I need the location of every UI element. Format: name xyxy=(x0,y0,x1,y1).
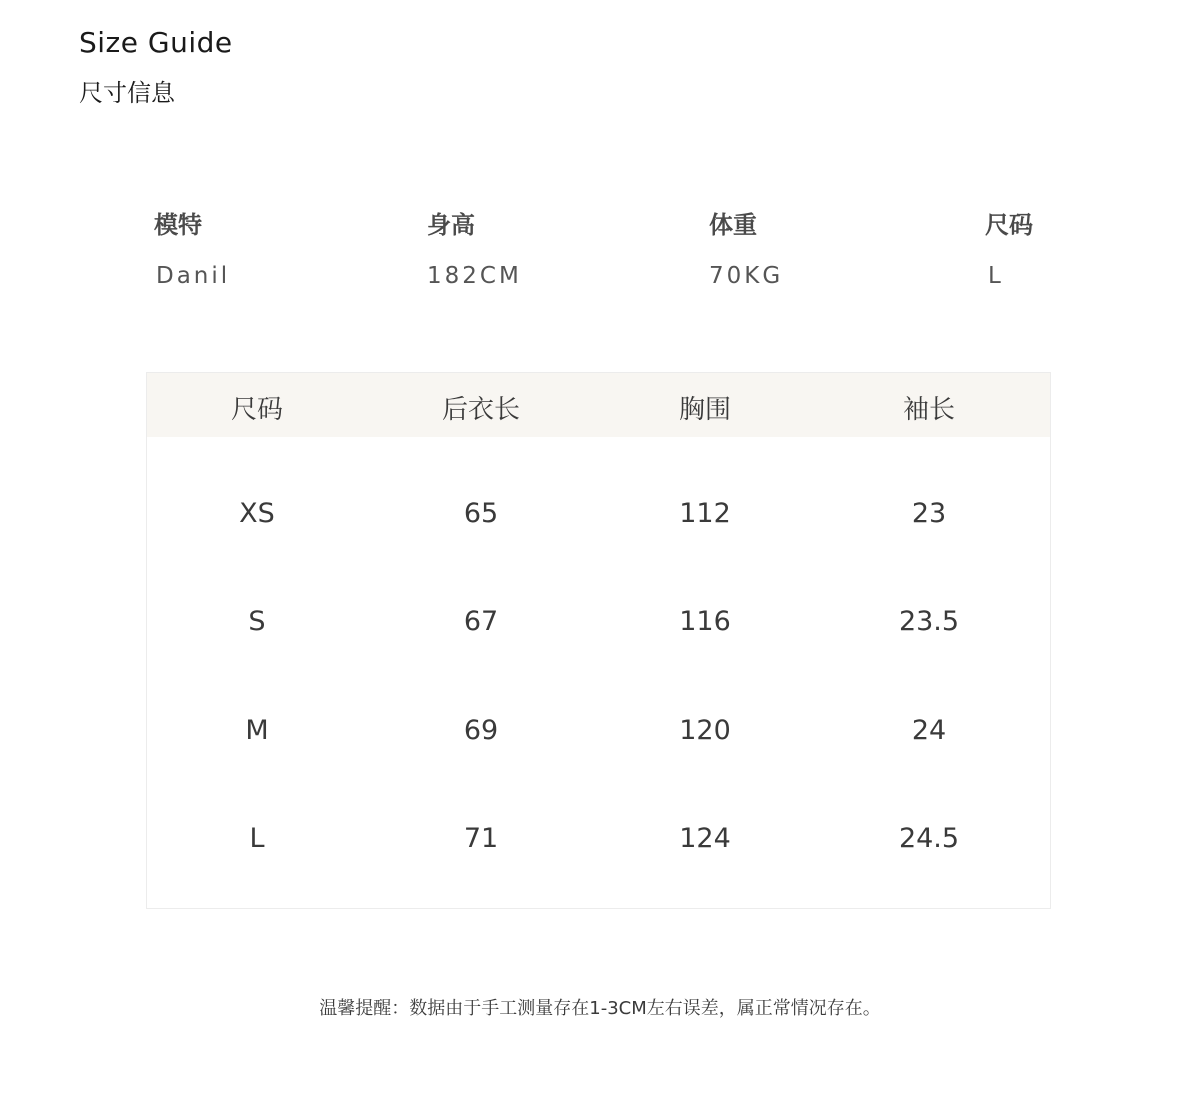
table-cell: 112 xyxy=(679,498,731,529)
column-header-chest: 胸围 xyxy=(678,395,731,425)
table-cell: 124 xyxy=(679,823,731,854)
table-cell: 71 xyxy=(463,823,499,854)
table-cell: 24.5 xyxy=(898,823,960,854)
table-cell: S xyxy=(248,606,266,637)
table-cell: 120 xyxy=(679,715,731,746)
size-table-header xyxy=(147,373,1050,437)
model-header-weight: 体重 xyxy=(709,211,757,239)
model-value-height: 182CM xyxy=(427,263,522,289)
table-cell: 69 xyxy=(463,715,499,746)
measurement-note: 温馨提醒：数据由于手工测量存在1-3CM左右误差，属正常情况存在。 xyxy=(319,998,881,1019)
table-cell: 23 xyxy=(911,498,947,529)
table-cell: 65 xyxy=(463,498,499,529)
model-header-size: 尺码 xyxy=(985,211,1033,239)
table-cell: 24 xyxy=(911,715,947,746)
model-header-height: 身高 xyxy=(427,211,475,239)
column-header-size: 尺码 xyxy=(230,395,283,425)
table-cell: XS xyxy=(239,498,275,529)
table-cell: 116 xyxy=(679,606,731,637)
table-cell: M xyxy=(245,715,269,746)
table-cell: 23.5 xyxy=(898,606,960,637)
size-table xyxy=(146,372,1051,909)
column-header-back-length: 后衣长 xyxy=(441,395,520,425)
page-title: Size Guide xyxy=(79,26,233,59)
model-value-size: L xyxy=(988,263,1004,289)
model-value-name: Danil xyxy=(156,263,231,289)
model-value-weight: 70KG xyxy=(709,263,784,289)
model-header-model: 模特 xyxy=(154,211,202,239)
table-cell: L xyxy=(249,823,265,854)
table-cell: 67 xyxy=(463,606,499,637)
page-subtitle: 尺寸信息 xyxy=(79,79,175,107)
column-header-sleeve: 袖长 xyxy=(902,395,955,425)
